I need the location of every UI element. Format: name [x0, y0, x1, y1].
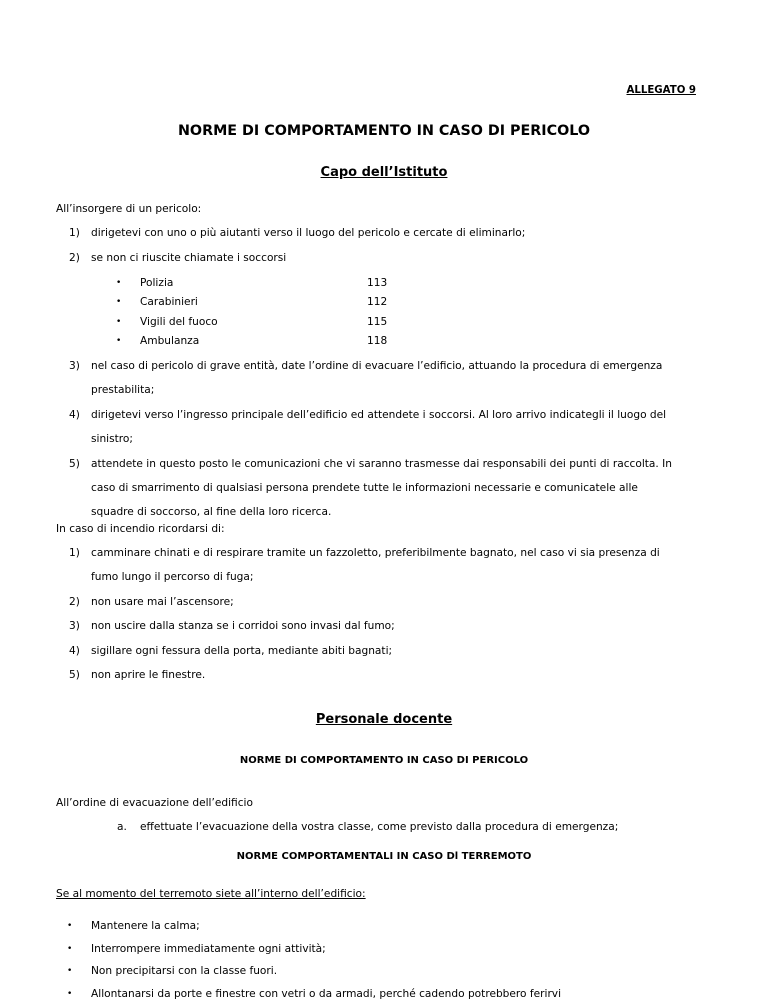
service-number: 112: [367, 296, 388, 308]
service-number: 118: [367, 335, 388, 347]
list-item-text: prestabilita;: [91, 384, 155, 396]
list-item-text: sinistro;: [91, 433, 133, 445]
list-number: 2): [69, 596, 80, 608]
list-number: 3): [69, 620, 80, 632]
bullet-icon: •: [67, 944, 73, 954]
service-name: Carabinieri: [140, 296, 198, 308]
list-number: 5): [69, 458, 80, 470]
earthquake-intro: Se al momento del terremoto siete all’interno dell’edificio:: [56, 888, 366, 900]
list-item-text: Mantenere la calma;: [91, 920, 200, 932]
bullet-icon: •: [116, 297, 122, 307]
list-item-text: camminare chinati e di respirare tramite un fazzoletto, preferibilmente bagnato, nel caso vi sia presenza di: [91, 547, 660, 559]
list-item-text: nel caso di pericolo di grave entità, date l’ordine di evacuare l’edificio, attuando la procedura di emergenza: [91, 360, 663, 372]
list-item-text: squadre di soccorso, al fine della loro ricerca.: [91, 506, 332, 518]
section-heading-docente: Personale docente: [315, 712, 453, 727]
subheading-pericolo: NORME DI COMPORTAMENTO IN CASO DI PERICOLO: [239, 755, 529, 766]
capo-intro: All’insorgere di un pericolo:: [56, 203, 202, 215]
list-number: 5): [69, 669, 80, 681]
service-name: Polizia: [140, 277, 174, 289]
list-letter: a.: [117, 821, 127, 833]
list-number: 2): [69, 252, 80, 264]
list-item-text: attendete in questo posto le comunicazioni che vi saranno trasmesse dai responsabili dei punti di raccolta. In: [91, 458, 673, 470]
list-number: 1): [69, 227, 80, 239]
list-item-text: fumo lungo il percorso di fuga;: [91, 571, 254, 583]
list-item-text: se non ci riuscite chiamate i soccorsi: [91, 252, 287, 264]
list-item-text: dirigetevi verso l’ingresso principale dell’edificio ed attendete i soccorsi. Al loro arrivo indicategli il luogo del: [91, 409, 667, 421]
list-item-text: Allontanarsi da porte e finestre con vetri o da armadi, perché cadendo potrebbero ferirvi: [91, 988, 562, 1000]
bullet-icon: •: [116, 317, 122, 327]
service-name: Ambulanza: [140, 335, 200, 347]
list-item-text: Interrompere immediatamente ogni attività;: [91, 943, 326, 955]
list-item-text: non uscire dalla stanza se i corridoi sono invasi dal fumo;: [91, 620, 395, 632]
bullet-icon: •: [116, 278, 122, 288]
list-item-text: Non precipitarsi con la classe fuori.: [91, 965, 278, 977]
service-number: 113: [367, 277, 388, 289]
evac-intro: All’ordine di evacuazione dell’edificio: [56, 797, 253, 809]
list-item-text: effettuate l’evacuazione della vostra classe, come previsto dalla procedura di emergenza;: [140, 821, 619, 833]
service-name: Vigili del fuoco: [140, 316, 218, 328]
list-item-text: non aprire le finestre.: [91, 669, 206, 681]
bullet-icon: •: [67, 966, 73, 976]
list-number: 4): [69, 645, 80, 657]
list-item-text: dirigetevi con uno o più aiutanti verso il luogo del pericolo e cercate di eliminarlo;: [91, 227, 526, 239]
section-heading-capo: Capo dell’Istituto: [320, 165, 448, 180]
bullet-icon: •: [116, 336, 122, 346]
fire-intro: In caso di incendio ricordarsi di:: [56, 523, 225, 535]
allegato-label: ALLEGATO 9: [626, 85, 696, 96]
list-item-text: caso di smarrimento di qualsiasi persona prendete tutte le informazioni necessarie e comunicatele alle: [91, 482, 638, 494]
service-number: 115: [367, 316, 388, 328]
list-number: 1): [69, 547, 80, 559]
list-number: 3): [69, 360, 80, 372]
bullet-icon: •: [67, 989, 73, 999]
list-item-text: sigillare ogni fessura della porta, mediante abiti bagnati;: [91, 645, 393, 657]
page-title: NORME DI COMPORTAMENTO IN CASO DI PERICOLO: [177, 123, 591, 139]
bullet-icon: •: [67, 921, 73, 931]
list-number: 4): [69, 409, 80, 421]
list-item-text: non usare mai l’ascensore;: [91, 596, 234, 608]
subheading-terremoto: NORME COMPORTAMENTALI IN CASO Dl TERREMOTO: [236, 851, 532, 862]
